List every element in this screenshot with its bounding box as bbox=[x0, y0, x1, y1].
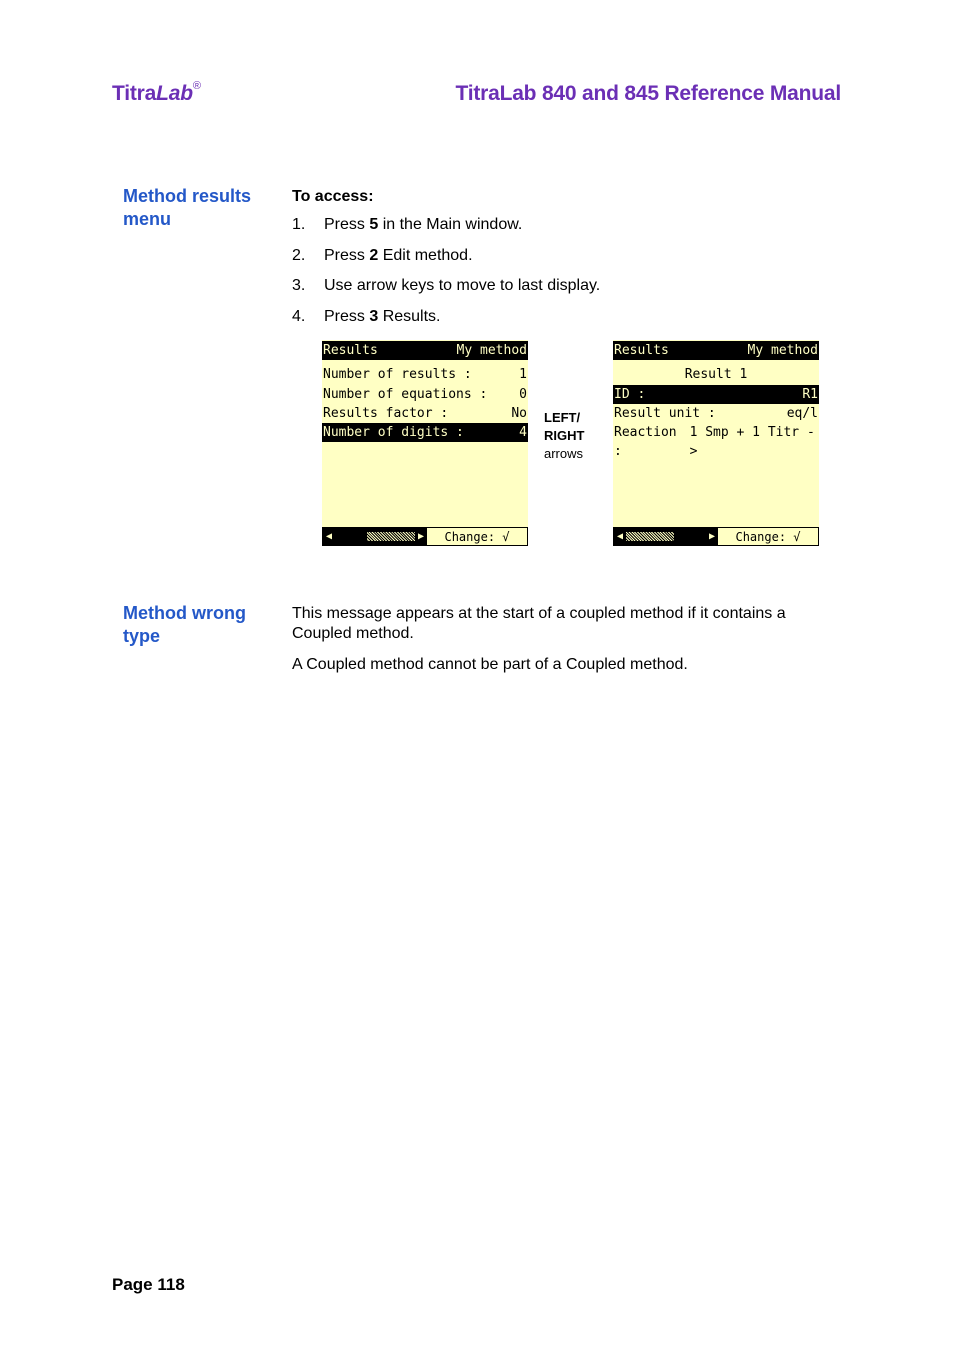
lcd-row: Result unit : eq/l bbox=[614, 406, 818, 421]
scroll-thumb bbox=[674, 532, 706, 541]
registered-mark: ® bbox=[192, 80, 201, 92]
lcd-row-selected: ID : R1 bbox=[614, 387, 818, 402]
lcd-title-bar: Results My method bbox=[323, 343, 527, 358]
lcd-scrollbar bbox=[323, 528, 427, 545]
page-number: Page 118 bbox=[112, 1275, 185, 1294]
lcd-scrollbar bbox=[614, 528, 718, 545]
brand-suffix: Lab bbox=[156, 82, 193, 105]
left-arrow-icon: ◀ bbox=[326, 530, 333, 542]
lcd-screen-result-detail bbox=[613, 340, 819, 546]
lcd-screen-results-list bbox=[322, 340, 528, 546]
change-hint: Change: √ bbox=[444, 529, 510, 544]
brand-prefix: Titra bbox=[112, 82, 157, 105]
arrows-caption: LEFT/ RIGHT arrows bbox=[544, 410, 585, 461]
manual-title: TitraLab 840 and 845 Reference Manual bbox=[455, 82, 841, 105]
access-label: To access: bbox=[292, 188, 374, 205]
section-heading-method-wrong-type: Method wrong type bbox=[123, 603, 246, 646]
lcd-row: Results factor : No bbox=[323, 406, 527, 421]
list-item: 2. Press 2 Edit method. bbox=[292, 246, 473, 264]
right-arrow-icon: ▶ bbox=[708, 530, 715, 542]
list-item: 3. Use arrow keys to move to last display. bbox=[292, 277, 601, 295]
left-arrow-icon: ◀ bbox=[617, 530, 624, 542]
scroll-track bbox=[626, 532, 706, 541]
lcd-footer bbox=[613, 527, 819, 546]
scroll-thumb bbox=[335, 532, 367, 541]
lcd-row-selected: Number of digits : 4 bbox=[323, 425, 527, 440]
paragraph: This message appears at the start of a coupled method if it contains a Coupled method. bbox=[292, 605, 786, 642]
lcd-row: Reaction : 1 Smp + 1 Titr -> bbox=[614, 425, 815, 459]
lcd-title-bar: Results My method bbox=[614, 343, 818, 358]
lcd-footer bbox=[322, 527, 528, 546]
lcd-subtitle: Result 1 bbox=[684, 367, 748, 382]
section-heading-method-results-menu: Method results menu bbox=[123, 186, 252, 229]
right-arrow-icon: ▶ bbox=[417, 530, 424, 542]
paragraph: A Coupled method cannot be part of a Coupled method. bbox=[292, 656, 688, 673]
lcd-row: Number of results : 1 bbox=[323, 367, 527, 382]
scroll-track bbox=[335, 532, 415, 541]
change-hint: Change: √ bbox=[735, 529, 801, 544]
lcd-row: Number of equations : 0 bbox=[323, 387, 527, 402]
list-item: 4. Press 3 Results. bbox=[292, 308, 441, 326]
list-item: 1. Press 5 in the Main window. bbox=[292, 216, 523, 233]
brand-logo bbox=[112, 82, 201, 106]
step-list bbox=[292, 216, 600, 339]
